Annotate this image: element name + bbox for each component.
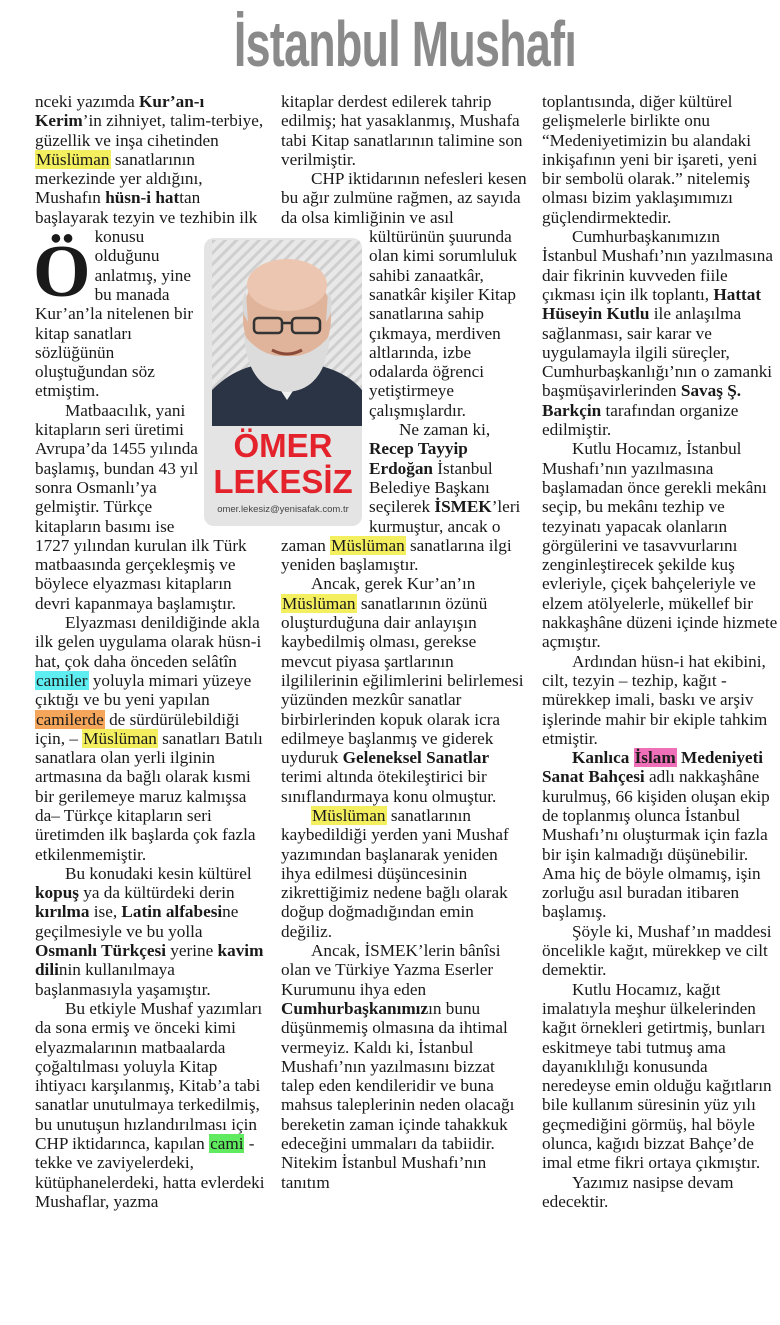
text-run: sanatlarının merkezinde yer aldığını, Mushafın bbox=[35, 149, 203, 208]
text-run: Ancak, gerek Kur’an’ın bbox=[311, 574, 476, 594]
text-run: - tekke ve zaviyelerdeki, kütüphanelerdeki, hatta evlerdeki Mushaflar, yazma bbox=[35, 1134, 265, 1211]
text-run: Ancak, İSMEK’lerin bânîsi olan ve Türkiye Yazma Eserler Kurumunu ihya eden bbox=[281, 941, 501, 999]
text-run: sanatlarının kaybedildiği yerden yani Mushaf yazımından başlanarak yeniden ihya edilmesi düşüncesinin zikrettiğimiz nedene bağlı olarak doğup doğmadığından emin değiliz. bbox=[281, 805, 509, 941]
paragraph bbox=[542, 748, 778, 922]
text-run: ya da kültürdeki derin bbox=[78, 883, 235, 903]
text-run: Bu etkiyle Mushaf yazımları da sona ermiş ve önceki kimi elyazmalarının matbaalarda çoğaltılması yoluyla Kitap ihtiyacı karşılanmış, Kitab’a tabi sanatlar unutulmaya terkedilmiş, bu unutuşun hızlandırılması için CHP iktidarınca, kapılan bbox=[35, 998, 263, 1154]
highlighted-term: Müslüman bbox=[36, 149, 110, 169]
paragraph bbox=[35, 613, 267, 864]
text-run: Cumhurbaşkanımızın İstanbul Mushafı’nın yazılmasına dair fikrinin kuvveden fiile çıkması için ilk toplantı, bbox=[542, 227, 774, 304]
text-run: de sürdürülebildiği için, – bbox=[35, 709, 240, 748]
bold-text: Medeniyeti Sanat Bahçesi bbox=[542, 748, 764, 787]
text-run: toplantısında, diğer kültürel gelişmelerle birlikte onu “Medeniyetimizin bu alandaki inkişafının yeni bir işareti, yeni bir sembolü olarak.” nitelemiş olması bizim yaklaşımımızı güçlendirmektedir. bbox=[542, 92, 758, 227]
text-run: Kutlu Hocamız, kağıt imalatıyla meşhur ülkelerinden kağıt örnekleri getirtmiş, bunları eskitmeye tabi tutmuş ama dayanıklılığı konusunda neredeyse emin olduğu kağıtların bile kullanım süresinin yüz yılı geçmediğini görmüş, hal böyle olunca, kağıdı bizzat Bahçe’de imal etme fikri ortaya çıkmıştır. bbox=[542, 979, 772, 1173]
text-run: Elyazması denildiğinde akla ilk gelen uygulama olarak hüsn-i hat, çok daha önceden selâtîn bbox=[35, 613, 262, 671]
column-text bbox=[542, 92, 778, 1211]
paragraph bbox=[35, 864, 267, 999]
paragraph bbox=[281, 92, 527, 169]
author-name bbox=[204, 428, 362, 500]
paragraph bbox=[542, 92, 778, 227]
text-run: kitaplar derdest edilerek tahrip edilmiş; hat yasaklanmış, Mushafa tabi Kitap sanatlarının talimine son verilmiştir. bbox=[281, 92, 523, 169]
bold-text: Hattat Hüseyin Kutlu bbox=[542, 284, 762, 324]
paragraph bbox=[542, 652, 778, 748]
text-run: İstanbul Belediye Başkanı seçilerek bbox=[369, 458, 493, 517]
text-run: nin kullanılmaya başlanmasıyla yaşamıştır. bbox=[35, 960, 211, 999]
paragraph bbox=[281, 941, 527, 1192]
text-run: sanatlarına ilgi yeniden başlamıştır. bbox=[281, 535, 512, 575]
author-name-line-1: ÖMER bbox=[233, 427, 333, 464]
bold-text: kopuş bbox=[35, 883, 79, 903]
text-run: yoluyla mimari yüzeye çıktığı ve bu yeni yapılan bbox=[35, 670, 252, 710]
text-run: Matbaacılık, yani kitapların seri üretimi Avrupa’da 1455 yılında başlamış, bundan 43 yıl sonra Osmanlı’ya gelmiştir. Türkçe kitapların basımı ise 1727 yılından kurulan ilk Türk matbaasında gerçekleşmiş ve böylece elyazması kitapların devri kapanmaya başlamıştır. bbox=[35, 400, 247, 613]
bold-text: İSMEK bbox=[434, 497, 492, 517]
author-box bbox=[204, 238, 362, 526]
bold-text: kavim dili bbox=[35, 941, 264, 980]
highlighted-term: Müslüman bbox=[282, 593, 356, 613]
bold-text: Osmanlı Türkçesi bbox=[35, 941, 166, 961]
text-run: Yazımız nasipse devam edecektir. bbox=[542, 1172, 734, 1211]
text-run: ise, bbox=[89, 902, 122, 922]
highlighted-term: camiler bbox=[36, 670, 88, 690]
highlighted-term: İslam bbox=[634, 748, 676, 768]
highlighted-term: cami bbox=[210, 1134, 244, 1154]
text-run: ’leri kurmuştur, ancak o zaman bbox=[281, 497, 521, 555]
paragraph bbox=[542, 1173, 778, 1212]
paragraph bbox=[281, 574, 527, 806]
drop-cap: Ö bbox=[33, 231, 91, 313]
text-run: ın bunu düşünmemiş olmasına da ihtimal vermeyiz. Kaldı ki, İstanbul Mushafı’nın yazılmasını bizzat talep eden kendileridir ve buna mahsus taleplerinin neden olacağı bereketin zaman içinde tahakkuk edeceğini ummaları da tabiidir. Nitekim İstanbul Mushafı’nın tanıtım bbox=[281, 998, 515, 1192]
bold-text: hüsn-i hat bbox=[105, 188, 180, 208]
highlighted-term: Müslüman bbox=[312, 805, 386, 825]
article-title: İstanbul Mushafı bbox=[233, 8, 577, 80]
bold-text: Kanlıca bbox=[572, 748, 634, 768]
bold-text: Geleneksel Sanatlar bbox=[342, 748, 490, 768]
highlighted-term: Müslüman bbox=[83, 728, 157, 748]
paragraph bbox=[542, 980, 778, 1173]
paragraph bbox=[281, 806, 527, 941]
paragraph bbox=[542, 227, 778, 439]
highlighted-term: camilerde bbox=[36, 709, 104, 729]
bold-text: Kur’an-ı Kerim bbox=[35, 92, 205, 131]
paragraph bbox=[542, 439, 778, 651]
text-run: Bu konudaki kesin kültürel bbox=[65, 863, 252, 883]
highlighted-term: Müslüman bbox=[331, 535, 405, 555]
author-email: omer.lekesiz@yenisafak.com.tr bbox=[217, 504, 349, 515]
article-column-3 bbox=[542, 92, 778, 1211]
text-run: adlı nakkaşhâne kurulmuş, 66 kişiden oluşan ekip de toplanmış olunca İstanbul Mushafı’nı oluşturmak için fazla bir işin kalmadığı düşünebilir. Ama hiç de böyle olmamış, işin zorluğu asıl buradan itibaren başlamış. bbox=[542, 767, 770, 922]
text-run: nceki yazımda bbox=[35, 92, 140, 111]
author-name-line-2: LEKESİZ bbox=[213, 463, 353, 500]
text-run: ne geçilmesiyle ve bu yolla bbox=[35, 902, 239, 941]
bold-text: Cumhurbaşkanımız bbox=[281, 998, 429, 1018]
paragraph bbox=[35, 999, 267, 1211]
text-run: Kutlu Hocamız, İstanbul Mushafı’nın yazılmasına başlamadan önce gerekli mekânı seçip, bu mekânı tezhip ve tezyinatı yapacak olanların görgülerini ve tasavvurlarını zenginleştirecek şekilde kuş evleriyle, çiçek bahçeleriyle ve elzem atölyelerle, mükellef bir nakkaşhâne düzeni içinde hizmete açmıştır. bbox=[542, 439, 778, 652]
text-run: yerine bbox=[166, 941, 218, 961]
text-run: tarafından organize edilmiştir. bbox=[542, 400, 739, 440]
text-run: terimi altında ötekileştirici bir sınıflandırmaya konu olmuştur. bbox=[281, 767, 497, 806]
text-run: sanatları Batılı sanatlara olan yerli ilginin artmasına da bağlı olarak kısmi bir gerilemeye maruz kalmışsa da– Türkçe kitapların seri üretimden ilk başlarda çok fazla etkilenmemiştir. bbox=[35, 728, 263, 864]
paragraph bbox=[542, 922, 778, 980]
text-run: tan başlayarak tezyin ve tezhibin ilk konusu olduğunu anlatmış, yine bu manada Kur’an’la nitelenen bir kitap sanatları sözlüğünün oluştuğundan söz etmiştim. bbox=[35, 188, 258, 401]
bold-text: Latin alfabesi bbox=[121, 902, 223, 922]
bold-text: Savaş Ş. Barkçin bbox=[542, 381, 742, 420]
text-run: CHP iktidarının nefesleri kesen bu ağır zulmüne rağmen, az sayıda da olsa kimliğinin ve asıl kültürünün şuurunda olan kimi sorumluluk sahibi zanaatkâr, sanatkâr kişiler Kitap sanatlarına sahip çıkmaya, merdiven altlarında, izbe odalarda öğrenci yetiştirmeye çalışmışlardır. bbox=[281, 169, 527, 420]
text-run: sanatlarının özünü oluşturduğuna dair anlayışın kaybedilmiş olması, gerekse mevcut piyasa şartlarının ilgililerinin eğilimlerini belirlemesi yüzünden mezkûr sanatlar birbirlerinden kopuk olarak icra edilmeye başlanmış ve giderek uyduruk bbox=[281, 593, 524, 768]
text-run: Şöyle ki, Mushaf’ın maddesi öncelikle kağıt, mürekkep ve cilt demektir. bbox=[542, 921, 772, 980]
text-run: Ne zaman ki, bbox=[399, 420, 491, 440]
text-run: ’in zihniyet, talim-terbiye, güzellik ve inşa cihetinden bbox=[35, 111, 264, 150]
author-photo bbox=[212, 240, 362, 426]
bold-text: kırılma bbox=[35, 902, 90, 922]
text-run: ile anlaşılma sağlanması, sair karar ve uygulamayla ilgili süreçler, Cumhurbaşkanlığı’nın o zamanki başmüşavirlerinden bbox=[542, 304, 773, 401]
bold-text: Recep Tayyip Erdoğan bbox=[369, 439, 468, 478]
text-run: Ardından hüsn-i hat ekibini, cilt, tezyin – tezhip, kağıt - mürekkep imali, baskı ve arşiv işlerinde mahir bir ekiple tahkim etmiştir. bbox=[542, 651, 768, 748]
